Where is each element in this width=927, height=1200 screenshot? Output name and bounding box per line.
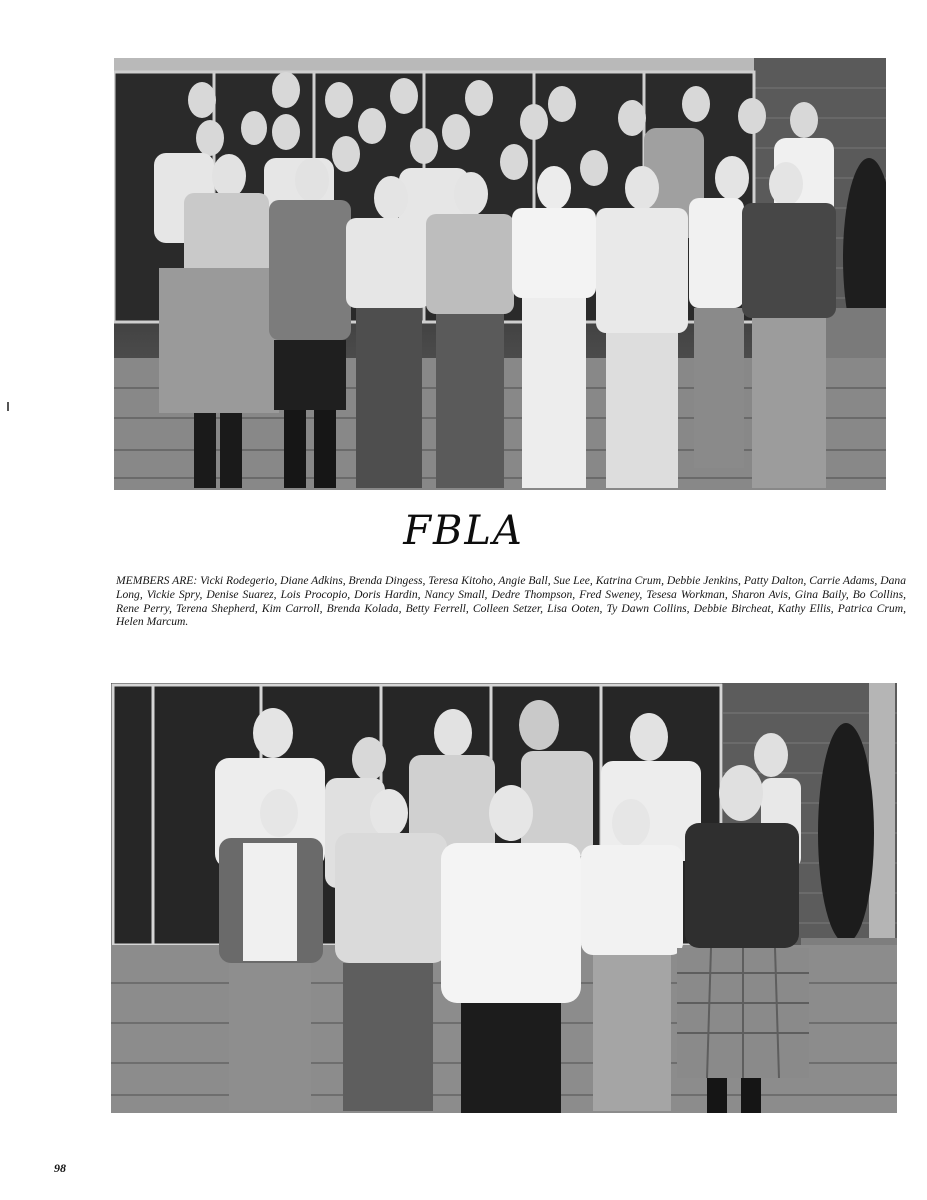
bottom-group-photo <box>111 683 897 1113</box>
margin-mark <box>7 402 9 411</box>
members-lead: MEMBERS ARE: <box>116 574 198 587</box>
page-title: FBLA <box>403 508 524 554</box>
top-photo-illustration <box>114 58 886 490</box>
page-number: 98 <box>54 1161 66 1175</box>
top-group-photo <box>114 58 886 490</box>
members-caption <box>116 574 906 629</box>
bottom-photo-illustration <box>111 683 897 1113</box>
members-names: Vicki Rodegerio, Diane Adkins, Brenda Dingess, Teresa Kitoho, Angie Ball, Sue Lee, Katrina Crum, Debbie Jenkins, Patty Dalton, Carrie Adams, Dana Long, Vickie Spry, Denise Suarez, Lois Procopio, Doris Hardin, Nancy Small, Dedre Thompson, Fred Sweney, Tesesa Workman, Sharon Avis, Gina Baily, Bo Collins, Rene Perry, Terena Shepherd, Kim Carroll, Brenda Kolada, Betty Ferrell, Colleen Setzer, Lisa Ooten, Ty Dawn Collins, Debbie Bircheat, Kathy Ellis, Patrica Crum, Helen Marcum. <box>116 574 906 629</box>
